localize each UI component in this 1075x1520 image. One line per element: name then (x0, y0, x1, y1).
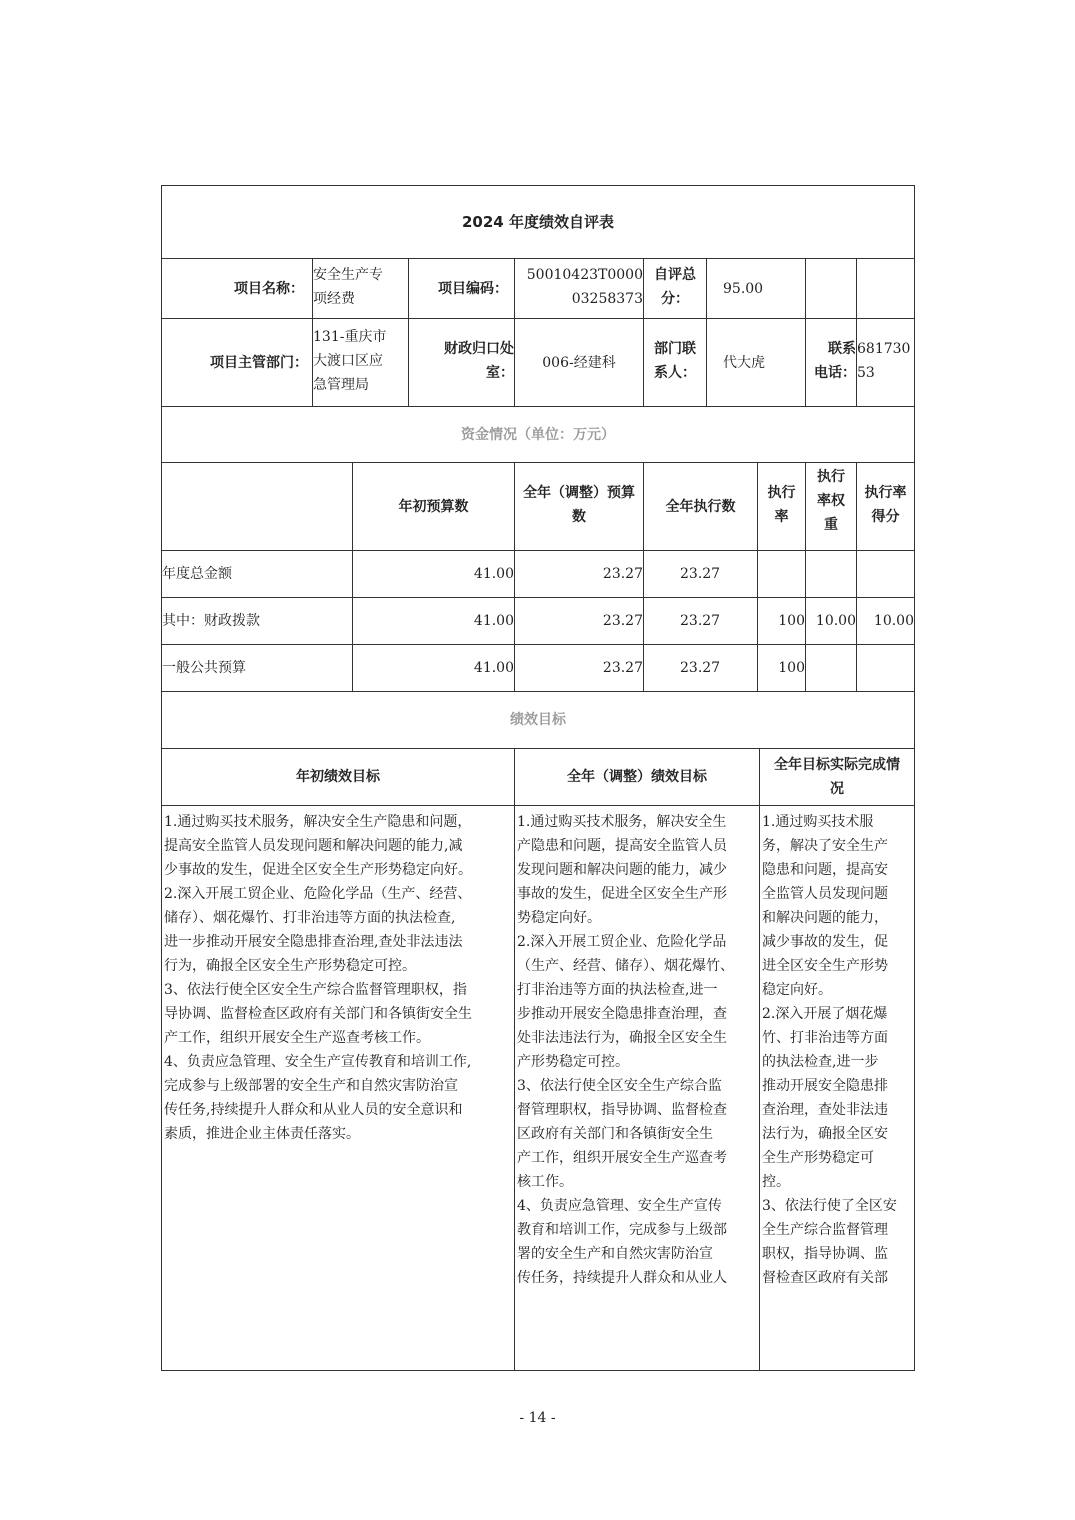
funds-cell-score (856, 550, 915, 598)
funds-col-header: 年初预算数 (352, 462, 515, 551)
funds-cell-score (856, 644, 915, 692)
funds-cell-executed: 23.27 (643, 644, 758, 692)
funds-col-header: 执行 率权 重 (805, 462, 857, 551)
empty-cell (161, 462, 353, 551)
funds-row-label: 一般公共预算 (161, 644, 353, 692)
goals-header: 绩效目标 (161, 691, 915, 749)
funds-cell-score: 10.00 (856, 597, 915, 645)
finance-office: 006-经建科 (514, 318, 644, 407)
dept-label: 项目主管部门： (161, 318, 313, 407)
funds-col-header: 执行率 得分 (856, 462, 915, 551)
funds-cell-adjusted: 23.27 (514, 644, 644, 692)
funds-cell-weight: 10.00 (805, 597, 857, 645)
empty-cell (805, 258, 857, 319)
project-name-label: 项目名称： (161, 258, 313, 319)
funds-col-header: 全年执行数 (643, 462, 758, 551)
funds-cell-executed: 23.27 (643, 597, 758, 645)
phone-label: 联系 电话： (805, 318, 857, 407)
project-name: 安全生产专 项经费 (312, 258, 409, 319)
funds-cell-adjusted: 23.27 (514, 550, 644, 598)
funds-col-header: 全年（调整）预算 数 (514, 462, 644, 551)
dept: 131-重庆市 大渡口区应 急管理局 (312, 318, 409, 407)
funds-header: 资金情况（单位：万元） (161, 406, 915, 463)
project-code: 50010423T0000 03258373 (514, 258, 644, 319)
funds-row-label: 其中：财政拨款 (161, 597, 353, 645)
funds-cell-initial: 41.00 (352, 644, 515, 692)
score-value: 95.00 (706, 258, 806, 319)
funds-cell-adjusted: 23.27 (514, 597, 644, 645)
funds-cell-initial: 41.00 (352, 597, 515, 645)
goals-col-initial: 年初绩效目标 (161, 748, 515, 806)
project-code-label: 项目编码： (408, 258, 515, 319)
goals-actual-text: 1.通过购买技术服 务，解决了安全生产 隐患和问题，提高安 全监管人员发现问题 和解决问题的能力， 减少事故的发生，促 进全区安全生产形势 稳定向好。 2.深入开展了烟花爆 竹、打非治违等方面 的执法检查,进一步 推动开展安全隐患排 查治理，查处非法违 法行为，确报全区安 全生产形势稳定可 控。 3、依法行使了全区安 全生产综合监督管理 职权，指导协调、监 督检查区政府有关部 (759, 805, 915, 1371)
score-label: 自评总 分： (643, 258, 707, 319)
goals-initial-text: 1.通过购买技术服务，解决安全生产隐患和问题， 提高安全监管人员发现问题和解决问题的能力,减 少事故的发生，促进全区安全生产形势稳定向好。 2.深入开展工贸企业、危险化学品（生产、经营、 储存）、烟花爆竹、打非治违等方面的执法检查, 进一步推动开展安全隐患排查治理,查处非法违法 行为，确报全区安全生产形势稳定可控。 3、依法行使全区安全生产综合监督管理职权，指 导协调、监督检查区政府有关部门和各镇街安全生 产工作，组织开展安全生产巡查考核工作。 4、负责应急管理、安全生产宣传教育和培训工作, 完成参与上级部署的安全生产和自然灾害防治宣 传任务,持续提升人群众和从业人员的安全意识和 素质，推进企业主体责任落实。 (161, 805, 515, 1371)
funds-cell-executed: 23.27 (643, 550, 758, 598)
funds-cell-rate: 100 (757, 597, 806, 645)
goals-adjusted-text: 1.通过购买技术服务，解决安全生 产隐患和问题，提高安全监管人员 发现问题和解决问题的能力，减少 事故的发生，促进全区安全生产形 势稳定向好。 2.深入开展工贸企业、危险化学品 （生产、经营、储存）、烟花爆竹、 打非治违等方面的执法检查,进一 步推动开展安全隐患排查治理，查 处非法违法行为，确报全区安全生 产形势稳定可控。 3、依法行使全区安全生产综合监 督管理职权，指导协调、监督检查 区政府有关部门和各镇街安全生 产工作，组织开展安全生产巡查考 核工作。 4、负责应急管理、安全生产宣传 教育和培训工作，完成参与上级部 署的安全生产和自然灾害防治宣 传任务，持续提升人群众和从业人 (514, 805, 760, 1371)
contact-person: 代大虎 (706, 318, 806, 407)
empty-cell (856, 258, 915, 319)
funds-cell-rate: 100 (757, 644, 806, 692)
funds-cell-weight (805, 644, 857, 692)
goals-col-actual: 全年目标实际完成情 况 (759, 748, 915, 806)
contact-label: 部门联 系人： (643, 318, 707, 407)
goals-col-adjusted: 全年（调整）绩效目标 (514, 748, 760, 806)
funds-cell-initial: 41.00 (352, 550, 515, 598)
finance-label: 财政归口处 室： (408, 318, 515, 407)
funds-col-header: 执行 率 (757, 462, 806, 551)
page-number: - 14 - (519, 1410, 556, 1426)
funds-cell-weight (805, 550, 857, 598)
phone: 681730 53 (856, 318, 915, 407)
funds-row-label: 年度总金额 (161, 550, 353, 598)
table-title: 2024 年度绩效自评表 (161, 185, 915, 259)
funds-cell-rate (757, 550, 806, 598)
